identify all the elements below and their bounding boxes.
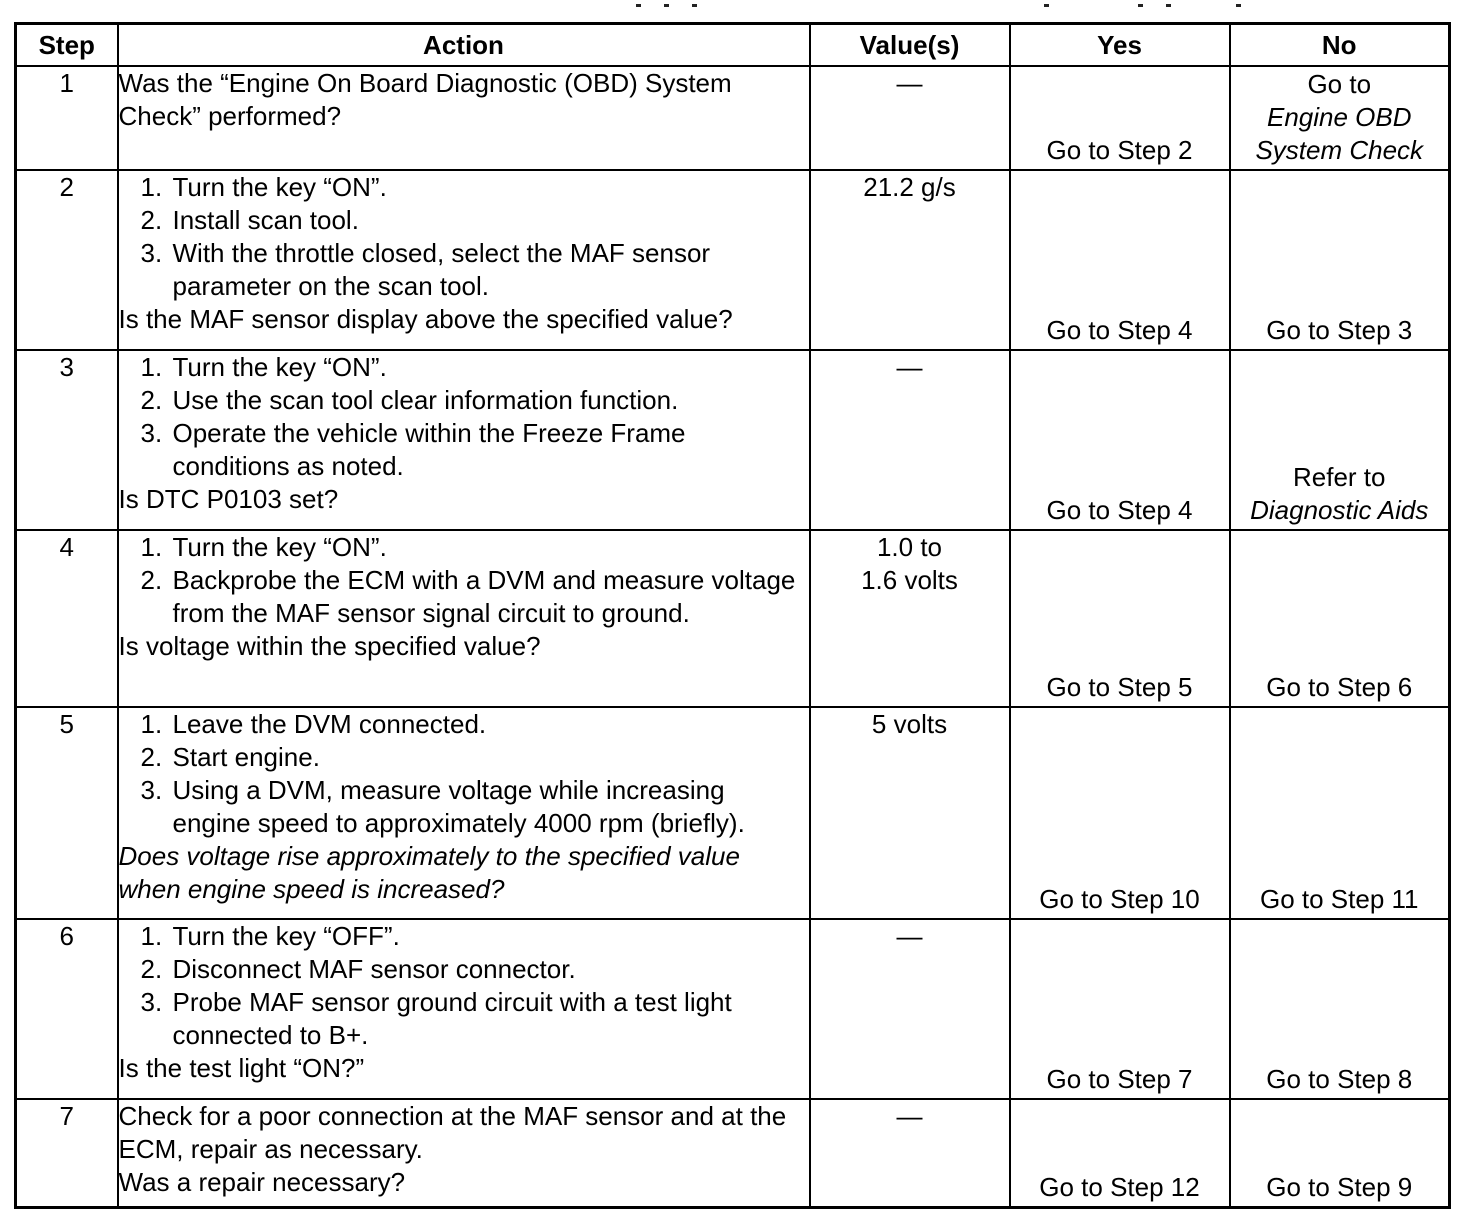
substep: 2. Backprobe the ECM with a DVM and measure voltage from the MAF sensor signal circuit to ground. xyxy=(140,565,796,628)
no-cell xyxy=(1230,530,1450,707)
action-question: Was the “Engine On Board Diagnostic (OBD) System Check” performed? xyxy=(118,68,732,131)
no-cell xyxy=(1230,170,1450,350)
substep: 1. Turn the key “ON”. xyxy=(140,172,387,202)
substep: 2. Install scan tool. xyxy=(140,205,359,235)
substep-list xyxy=(119,171,809,303)
substep: 3. With the throttle closed, select the MAF sensor parameter on the scan tool. xyxy=(140,238,711,301)
action-cell xyxy=(118,530,810,707)
no-cell xyxy=(1230,919,1450,1099)
yes-label: Go to Step 4 xyxy=(1046,315,1193,345)
table-row xyxy=(16,1099,1450,1207)
action-cell xyxy=(118,66,810,170)
value-cell: 21.2 g/s xyxy=(810,170,1010,350)
header-value: Value(s) xyxy=(810,24,1010,67)
action-cell xyxy=(118,919,810,1099)
action-question: Is the MAF sensor display above the specified value? xyxy=(118,304,733,334)
diagnostic-table xyxy=(14,22,1451,1209)
substep: 1. Turn the key “ON”. xyxy=(140,352,387,382)
yes-cell xyxy=(1010,1099,1230,1207)
action-cell xyxy=(118,707,810,919)
top-scan-marks xyxy=(0,0,1472,20)
yes-label: Go to Step 2 xyxy=(1046,135,1193,165)
value-cell: 5 volts xyxy=(810,707,1010,919)
value-line1: 1.0 to xyxy=(876,532,943,562)
action-cell xyxy=(118,170,810,350)
table-row xyxy=(16,170,1450,350)
header-action: Action xyxy=(118,24,810,67)
step-number: 5 xyxy=(16,707,118,919)
yes-cell xyxy=(1010,170,1230,350)
yes-label: Go to Step 12 xyxy=(1039,1171,1200,1202)
substep-list xyxy=(119,708,809,840)
substep-list xyxy=(119,531,809,630)
no-label-line2: Diagnostic Aids xyxy=(1250,495,1429,525)
no-cell xyxy=(1230,66,1450,170)
header-step: Step xyxy=(16,24,118,67)
no-label-line3: System Check xyxy=(1255,135,1424,165)
step-number: 4 xyxy=(16,530,118,707)
yes-label: Go to Step 5 xyxy=(1046,672,1193,702)
yes-cell xyxy=(1010,919,1230,1099)
substep: 3. Operate the vehicle within the Freeze Frame conditions as noted. xyxy=(140,418,686,481)
substep-list xyxy=(119,351,809,483)
table-header-row xyxy=(16,24,1450,67)
step-number: 2 xyxy=(16,170,118,350)
no-label: Go to Step 9 xyxy=(1266,1171,1413,1202)
yes-cell xyxy=(1010,530,1230,707)
action-question: Is the test light “ON?” xyxy=(118,1053,365,1083)
yes-cell xyxy=(1010,707,1230,919)
table-row xyxy=(16,66,1450,170)
substep-list xyxy=(119,920,809,1052)
no-cell xyxy=(1230,707,1450,919)
yes-cell xyxy=(1010,66,1230,170)
table-row xyxy=(16,350,1450,530)
action-intro: Check for a poor connection at the MAF sensor and at the ECM, repair as necessary. xyxy=(118,1101,787,1164)
no-label: Go to Step 8 xyxy=(1266,1064,1413,1094)
yes-cell xyxy=(1010,350,1230,530)
action-question: Is voltage within the specified value? xyxy=(118,631,541,661)
action-question: Is DTC P0103 set? xyxy=(118,484,339,514)
no-label-line1: Go to xyxy=(1307,69,1372,99)
no-label: Go to Step 6 xyxy=(1266,672,1413,702)
substep: 1. Turn the key “ON”. xyxy=(140,532,387,562)
step-number: 3 xyxy=(16,350,118,530)
no-label-line2: Engine OBD xyxy=(1266,102,1412,132)
no-label-line1: Refer to xyxy=(1293,462,1386,492)
yes-label: Go to Step 7 xyxy=(1046,1064,1193,1094)
yes-label: Go to Step 10 xyxy=(1039,884,1200,914)
substep: 1. Turn the key “OFF”. xyxy=(140,921,400,951)
value-cell xyxy=(810,530,1010,707)
action-question: Does voltage rise approximately to the specified value when engine speed is increased? xyxy=(118,841,740,904)
substep: 3. Probe MAF sensor ground circuit with a test light connected to B+. xyxy=(140,987,732,1050)
value-line2: 1.6 volts xyxy=(861,565,958,595)
no-cell xyxy=(1230,1099,1450,1207)
table-row xyxy=(16,707,1450,919)
value-cell: — xyxy=(810,350,1010,530)
yes-label: Go to Step 4 xyxy=(1046,495,1193,525)
table-row xyxy=(16,530,1450,707)
substep: 2. Start engine. xyxy=(140,742,320,772)
substep: 2. Disconnect MAF sensor connector. xyxy=(140,954,576,984)
table-row xyxy=(16,919,1450,1099)
action-cell xyxy=(118,350,810,530)
header-yes: Yes xyxy=(1010,24,1230,67)
header-no: No xyxy=(1230,24,1450,67)
step-number: 6 xyxy=(16,919,118,1099)
value-cell: — xyxy=(810,66,1010,170)
value-cell: — xyxy=(810,1099,1010,1207)
step-number: 7 xyxy=(16,1099,118,1207)
action-question: Was a repair necessary? xyxy=(118,1167,406,1197)
no-label: Go to Step 11 xyxy=(1259,884,1419,914)
substep: 3. Using a DVM, measure voltage while increasing engine speed to approximately 4000 rpm (briefly). xyxy=(140,775,745,838)
action-cell xyxy=(118,1099,810,1207)
no-cell xyxy=(1230,350,1450,530)
substep: 1. Leave the DVM connected. xyxy=(140,709,487,739)
substep: 2. Use the scan tool clear information function. xyxy=(140,385,679,415)
no-label: Go to Step 3 xyxy=(1266,315,1413,345)
value-cell: — xyxy=(810,919,1010,1099)
step-number: 1 xyxy=(16,66,118,170)
